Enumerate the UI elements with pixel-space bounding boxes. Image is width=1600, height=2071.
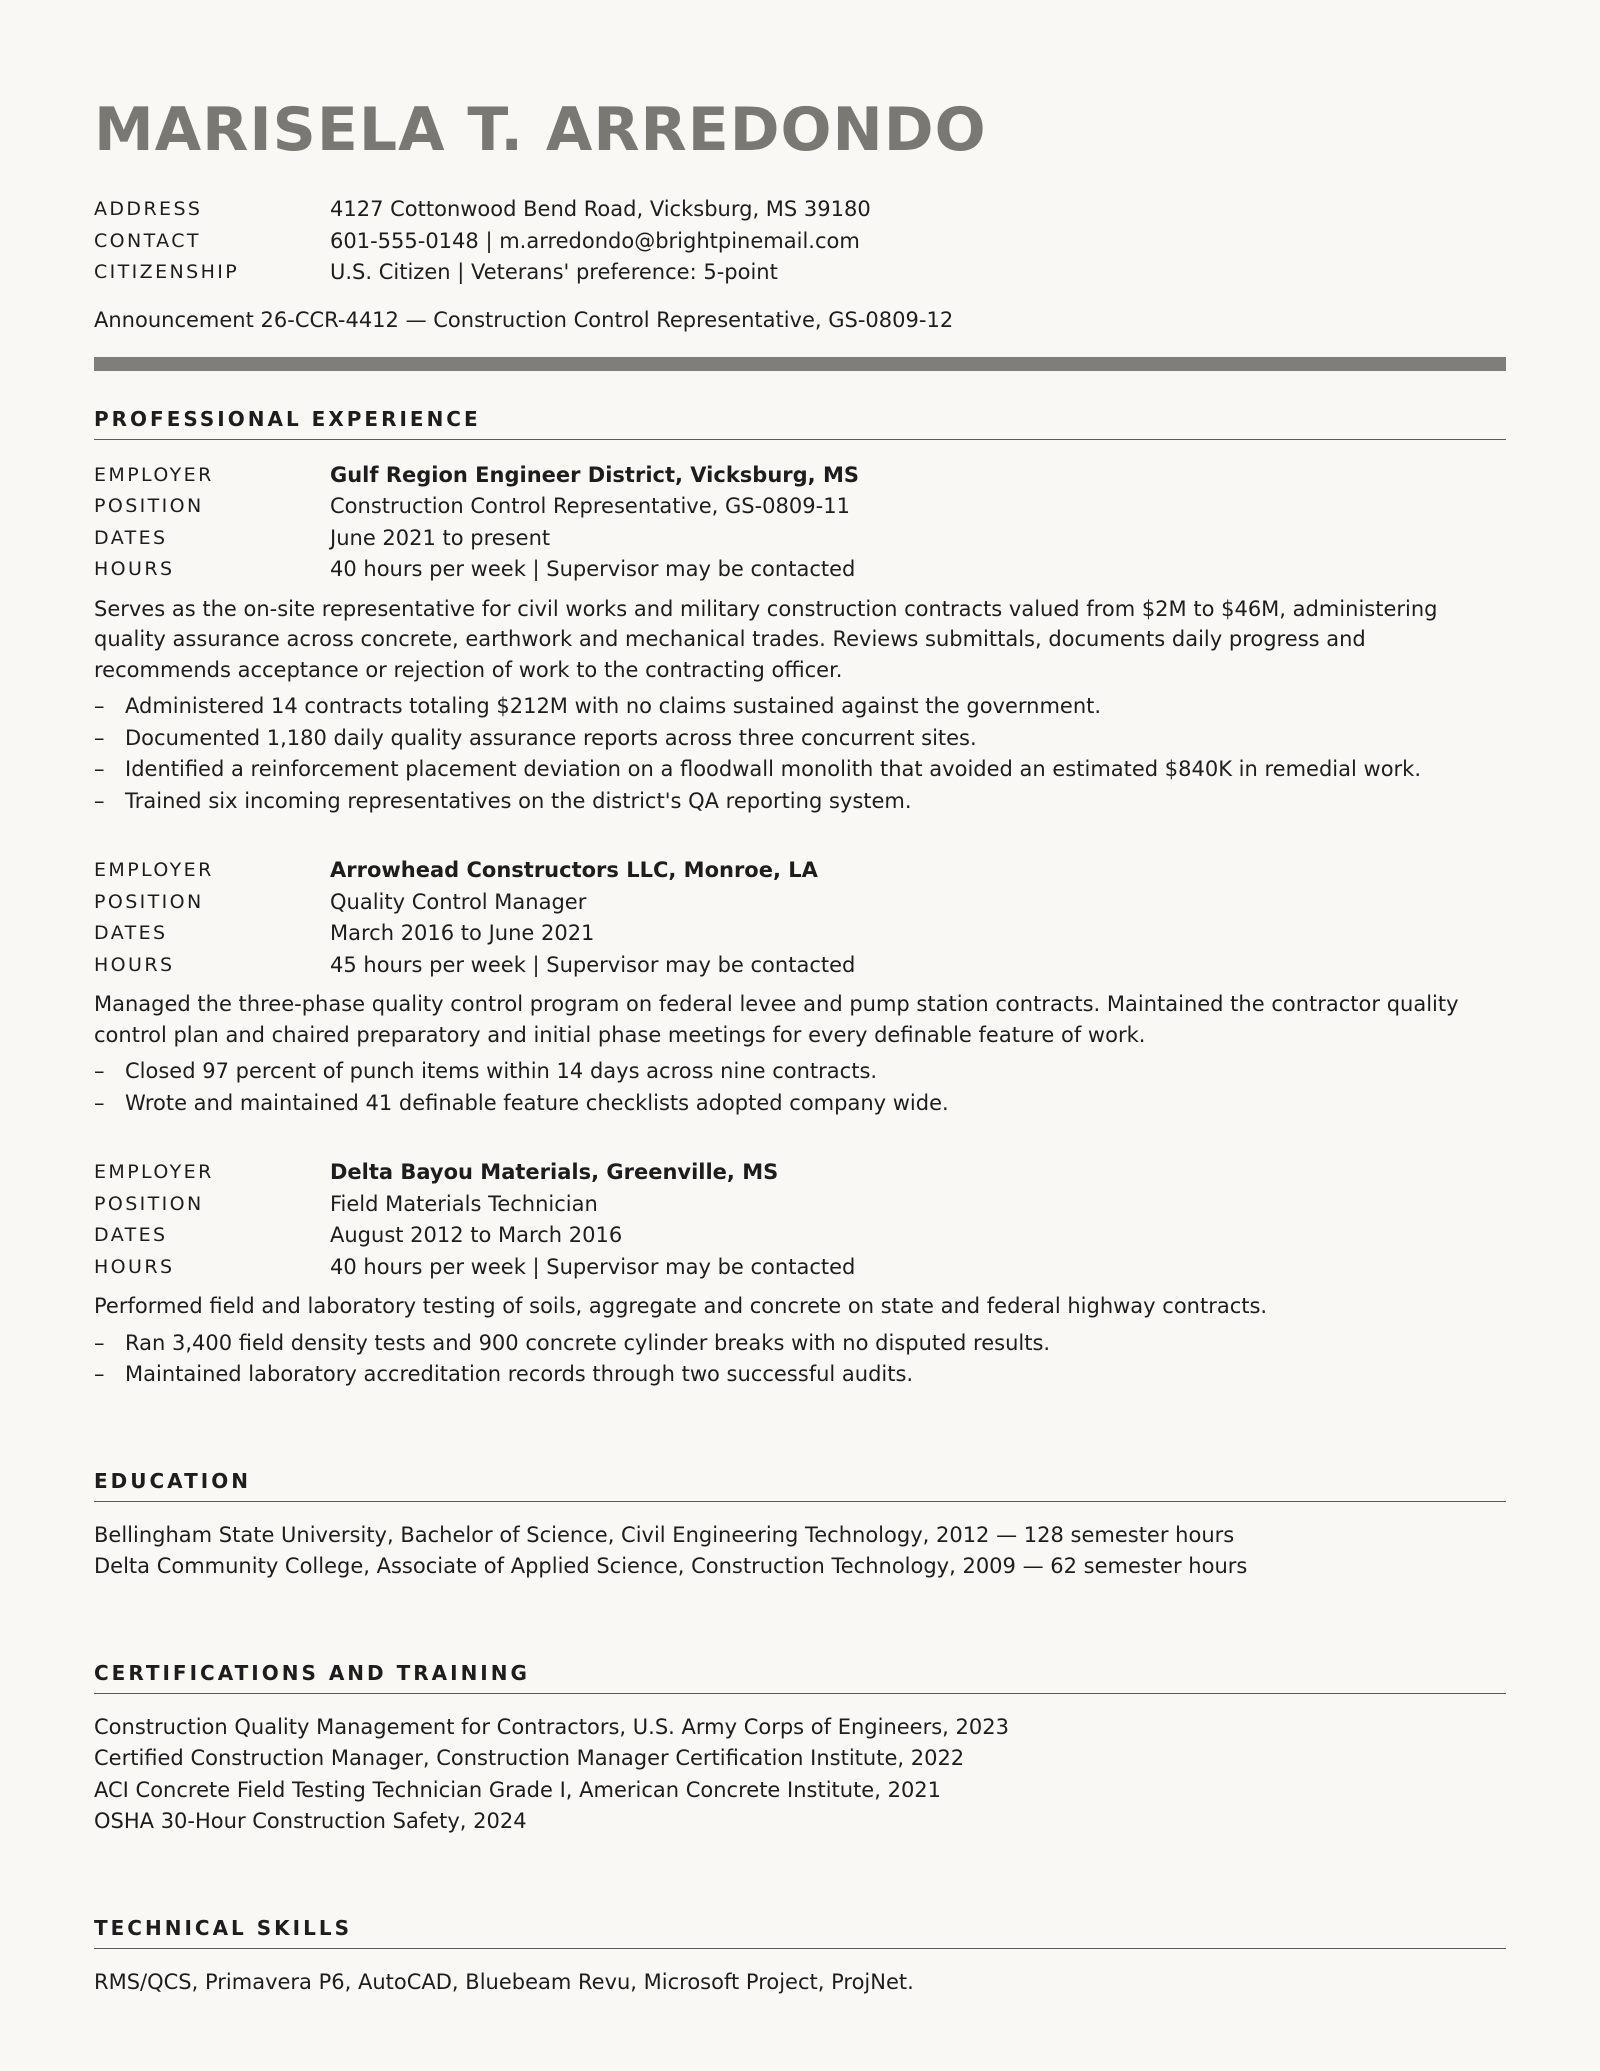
- citizenship-label: CITIZENSHIP: [94, 261, 240, 283]
- education-heading: EDUCATION: [94, 1469, 1506, 1502]
- skills-list: [94, 1967, 1506, 1999]
- contact-label: CONTACT: [94, 229, 201, 252]
- applicant-name: MARISELA T. ARREDONDO: [94, 95, 987, 165]
- employer-row: [94, 855, 1506, 887]
- citizenship-row: [94, 257, 1506, 289]
- hours-value: 40 hours per week | Supervisor may be contacted: [330, 557, 856, 581]
- position-value: Quality Control Manager: [330, 889, 587, 914]
- contact-row: [94, 226, 1506, 258]
- accomplishment-item: – Closed 97 percent of punch items within 14 days across nine contracts.: [94, 1056, 1506, 1088]
- contact-value: 601-555-0148 | m.arredondo@brightpinemail.com: [330, 228, 860, 253]
- employer-label: EMPLOYER: [94, 1161, 214, 1183]
- dates-label: DATES: [94, 922, 168, 944]
- dates-row: [94, 918, 1506, 950]
- certifications-list: [94, 1712, 1506, 1838]
- job-summary: Serves as the on-site representative for civil works and military construction contracts valued from $2M to $46M, administering quality assurance across concrete, earthwork and mechanical trades. Reviews submittals, documents daily progress and recommends acceptance or rejection of work to the contracting officer.: [94, 596, 1438, 682]
- skills-heading: TECHNICAL SKILLS: [94, 1916, 1506, 1949]
- education-item: Delta Community College, Associate of Applied Science, Construction Technology, 2009 — 62 semester hours: [94, 1554, 1248, 1578]
- accomplishment-list: [94, 1328, 1506, 1391]
- job-summary: Managed the three-phase quality control program on federal levee and pump station contracts. Maintained the contractor quality control plan and chaired preparatory and initial phase meetings for every definable feature of work.: [94, 992, 1459, 1047]
- employer-label: EMPLOYER: [94, 859, 214, 881]
- employer-row: [94, 460, 1506, 492]
- address-value: 4127 Cottonwood Bend Road, Vicksburg, MS 39180: [330, 197, 871, 221]
- accomplishment-item: – Administered 14 contracts totaling $212M with no claims sustained against the government.: [94, 691, 1506, 723]
- skills-section: [94, 1916, 1506, 1999]
- employer-value: Arrowhead Constructors LLC, Monroe, LA: [330, 858, 818, 882]
- accomplishment-item: – Identified a reinforcement placement deviation on a floodwall monolith that avoided an estimated $840K in remedial work.: [94, 754, 1506, 786]
- position-label: POSITION: [94, 495, 204, 517]
- job-entry: [94, 1157, 1506, 1391]
- position-value: Field Materials Technician: [330, 1191, 598, 1216]
- position-row: [94, 887, 1506, 919]
- position-value: Construction Control Representative, GS-0809-11: [330, 494, 850, 518]
- education-list: [94, 1520, 1506, 1583]
- dates-value: August 2012 to March 2016: [330, 1223, 623, 1247]
- position-row: [94, 491, 1506, 523]
- education-section: [94, 1469, 1506, 1583]
- job-entry: [94, 460, 1506, 818]
- position-row: [94, 1189, 1506, 1221]
- employer-value: Gulf Region Engineer District, Vicksburg, MS: [330, 462, 859, 487]
- accomplishment-item: – Wrote and maintained 41 definable feature checklists adopted company wide.: [94, 1088, 1506, 1120]
- hours-row: [94, 1252, 1506, 1284]
- accomplishment-list: [94, 691, 1506, 817]
- certification-item: OSHA 30-Hour Construction Safety, 2024: [94, 1809, 527, 1833]
- experience-heading: PROFESSIONAL EXPERIENCE: [94, 407, 1506, 440]
- header-divider: [94, 357, 1506, 371]
- accomplishment-item: – Trained six incoming representatives on the district's QA reporting system.: [94, 786, 1506, 818]
- announcement-line: Announcement 26-CCR-4412 — Construction Control Representative, GS-0809-12: [94, 307, 954, 332]
- accomplishment-list: [94, 1056, 1506, 1119]
- job-summary: Performed field and laboratory testing of soils, aggregate and concrete on state and federal highway contracts.: [94, 1294, 1268, 1318]
- contact-block: [94, 194, 1506, 289]
- skills-text: RMS/QCS, Primavera P6, AutoCAD, Bluebeam Revu, Microsoft Project, ProjNet.: [94, 1969, 914, 1994]
- address-row: [94, 194, 1506, 226]
- accomplishment-item: – Ran 3,400 field density tests and 900 concrete cylinder breaks with no disputed results.: [94, 1328, 1506, 1360]
- experience-section: [94, 407, 1506, 1391]
- citizenship-value: U.S. Citizen | Veterans' preference: 5-point: [330, 260, 778, 284]
- employer-label: EMPLOYER: [94, 463, 214, 486]
- hours-label: HOURS: [94, 1255, 175, 1278]
- hours-row: [94, 950, 1506, 982]
- position-label: POSITION: [94, 1192, 204, 1215]
- employer-value: Delta Bayou Materials, Greenville, MS: [330, 1160, 779, 1184]
- hours-row: [94, 554, 1506, 586]
- employer-row: [94, 1157, 1506, 1189]
- hours-label: HOURS: [94, 558, 175, 580]
- dates-label: DATES: [94, 526, 168, 549]
- job-entry: [94, 855, 1506, 1119]
- education-item: Bellingham State University, Bachelor of Science, Civil Engineering Technology, 2012 — 128 semester hours: [94, 1522, 1235, 1547]
- dates-row: [94, 1220, 1506, 1252]
- dates-value: March 2016 to June 2021: [330, 921, 595, 945]
- certification-item: ACI Concrete Field Testing Technician Grade I, American Concrete Institute, 2021: [94, 1777, 942, 1802]
- accomplishment-item: – Documented 1,180 daily quality assurance reports across three concurrent sites.: [94, 723, 1506, 755]
- accomplishment-item: – Maintained laboratory accreditation records through two successful audits.: [94, 1359, 1506, 1391]
- certification-item: Certified Construction Manager, Construction Manager Certification Institute, 2022: [94, 1746, 965, 1770]
- dates-label: DATES: [94, 1224, 168, 1246]
- position-label: POSITION: [94, 890, 204, 913]
- address-label: ADDRESS: [94, 198, 203, 220]
- hours-value: 45 hours per week | Supervisor may be contacted: [330, 952, 856, 977]
- certification-item: Construction Quality Management for Contractors, U.S. Army Corps of Engineers, 2023: [94, 1714, 1009, 1739]
- hours-label: HOURS: [94, 953, 175, 976]
- certifications-heading: CERTIFICATIONS AND TRAINING: [94, 1661, 1506, 1694]
- dates-row: [94, 523, 1506, 555]
- hours-value: 40 hours per week | Supervisor may be contacted: [330, 1254, 856, 1279]
- certifications-section: [94, 1661, 1506, 1838]
- dates-value: June 2021 to present: [330, 525, 551, 550]
